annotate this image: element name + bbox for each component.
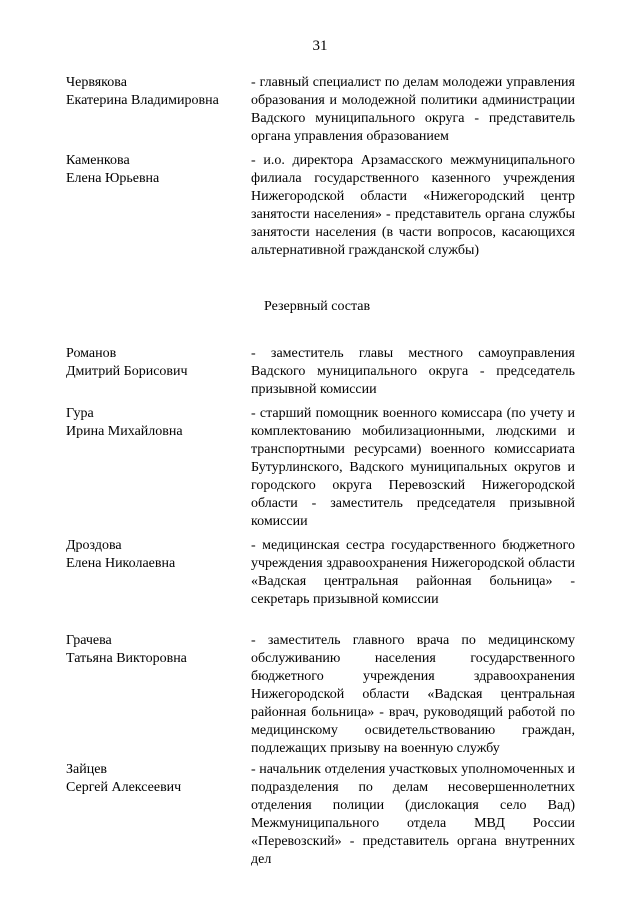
member-given-name: Елена Николаевна <box>66 556 176 571</box>
member-name <box>66 761 246 797</box>
member-given-name: Татьяна Викторовна <box>66 651 187 666</box>
member-name <box>66 345 246 381</box>
member-role: - начальник отделения участковых уполномоченных и подразделения по делам несовершеннолетних отделения полиции (дислокация село Вад) Межмуниципального отдела МВД России «Перевозский» - представитель органа внутренних дел <box>251 762 575 867</box>
member-role: - главный специалист по делам молодежи управления образования и молодежной политики администрации Вадского муниципального округа - представитель органа управления образованием <box>251 75 575 144</box>
member-name <box>66 405 246 441</box>
member-given-name: Елена Юрьевна <box>66 171 160 186</box>
member-given-name: Екатерина Владимировна <box>66 93 219 108</box>
member-given-name: Ирина Михайловна <box>66 424 183 439</box>
reserve-section-heading: Резервный состав <box>264 299 371 314</box>
member-given-name: Дмитрий Борисович <box>66 364 188 379</box>
member-given-name: Сергей Алексеевич <box>66 780 182 795</box>
member-surname: Червякова <box>66 75 127 90</box>
page-number: 31 <box>312 38 328 54</box>
member-surname: Каменкова <box>66 153 130 168</box>
member-name <box>66 74 246 110</box>
member-name <box>66 537 246 573</box>
member-role: - и.о. директора Арзамасского межмуниципального филиала государственного казенного учреждения Нижегородской области «Нижегородский центр занятости населения» - представитель органа службы занятости населения (в части вопросов, касающихся альтернативной гражданской службы) <box>251 153 575 258</box>
member-surname: Гура <box>66 406 94 421</box>
member-surname: Зайцев <box>66 762 108 777</box>
member-name <box>66 152 246 188</box>
member-surname: Дроздова <box>66 538 122 553</box>
member-surname: Грачева <box>66 633 112 648</box>
member-name <box>66 632 246 668</box>
member-role: - заместитель главы местного самоуправления Вадского муниципального округа - председатель призывной комиссии <box>251 346 575 397</box>
member-surname: Романов <box>66 346 117 361</box>
member-role: - заместитель главного врача по медицинскому обслуживанию населения государственного бюджетного учреждения здравоохранения Нижегородской области «Вадская центральная районная больница» - врач, руководящий работой по медицинскому освидетельствованию граждан, подлежащих призыву на военную службу <box>251 633 575 756</box>
member-role: - старший помощник военного комиссара (по учету и комплектованию мобилизационными, людскими и транспортными ресурсами) военного комиссариата Бутурлинского, Вадского муниципальных округов и городского округа Перевозский Нижегородской области - заместитель председателя призывной комиссии <box>251 406 575 529</box>
member-role: - медицинская сестра государственного бюджетного учреждения здравоохранения Нижегородской области «Вадская центральная районная больница» - секретарь призывной комиссии <box>251 538 575 607</box>
